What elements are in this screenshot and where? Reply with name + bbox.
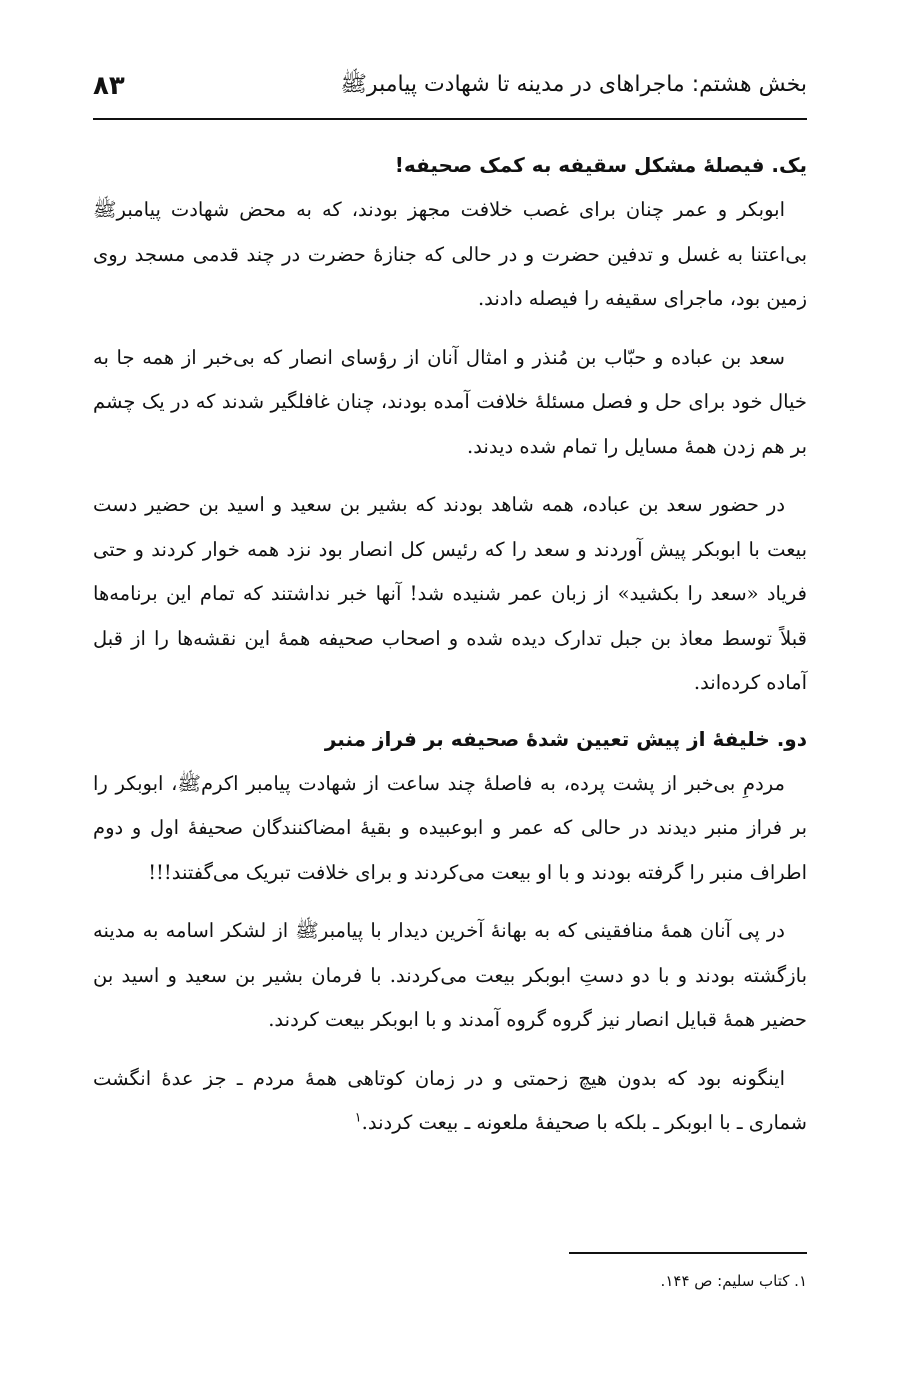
section-heading-2: دو. خلیفهٔ از پیش تعیین شدهٔ صحیفه بر فراز منبر: [324, 726, 807, 751]
running-title: بخش هشتم: ماجراهای در مدینه تا شهادت پیامبرﷺ: [340, 72, 807, 97]
header-rule: [93, 118, 807, 120]
footnote-rule: [569, 1252, 807, 1254]
section-heading-1: یک. فیصلهٔ مشکل سقیفه به کمک صحیفه!: [394, 153, 807, 177]
page-content: [93, 132, 807, 1160]
paragraph: در حضور سعد بن عباده، همه شاهد بودند که بشیر بن سعید و اسید بن حضیر دست بیعت با ابوبکر پیش آوردند و سعد را که رئیس کل انصار بود نزد همه خوار کردند و حتی فریاد «سعد را بکشید» از زبان عمر شنیده شد! آنها خبر نداشتند که تمام این برنامه‌ها قبلاً توسط معاذ بن جبل تدارک دیده شده و اصحاب صحیفه همهٔ این نقشه‌ها را از قبل آماده کرده‌اند.: [93, 493, 807, 694]
paragraph: مردمِ بی‌خبر از پشت پرده، به فاصلهٔ چند ساعت از شهادت پیامبر اکرمﷺ، ابوبکر را بر فراز منبر دیدند در حالی که عمر و ابوعبیده و بقیهٔ امضاکنندگان صحیفهٔ اول و دوم اطراف منبر را گرفته بودند و با او بیعت می‌کردند و برای خلافت تبریک می‌گفتند!!!: [93, 771, 807, 884]
paragraph-with-footnote: [93, 1057, 807, 1146]
page-number: ۸۳: [93, 71, 125, 101]
footnote-marker[interactable]: ۱: [354, 1110, 362, 1126]
paragraph-text: اینگونه بود که بدون هیچ زحمتی و در زمان کوتاهی همهٔ مردم ـ جز عدهٔ انگشت شماری ـ با ابوبکر ـ بلکه با صحیفهٔ ملعونه ـ بیعت کردند.: [93, 1066, 807, 1134]
paragraph: در پی آنان همهٔ منافقینی که به بهانهٔ آخرین دیدار با پیامبرﷺ از لشکر اسامه به مدینه بازگشته بودند و با دو دستِ ابوبکر بیعت می‌کردند. با فرمان بشیر بن سعید و اسید بن حضیر همهٔ قبایل انصار نیز گروه گروه آمدند و با ابوبکر بیعت کردند.: [93, 919, 807, 1031]
page-header: [93, 58, 807, 114]
footnote: ۱. کتاب سلیم: ص ۱۴۴.: [660, 1272, 807, 1290]
paragraph: سعد بن عباده و حبّاب بن مُنذر و امثال آنان از رؤسای انصار که بی‌خبر از همه جا به خیال خود برای حل و فصل مسئلهٔ خلافت آمده بودند، چنان غافلگیر شدند که در یک چشم بر هم زدن همهٔ مسایل را تمام شده دیدند.: [93, 345, 807, 458]
paragraph: ابوبکر و عمر چنان برای غصب خلافت مجهز بودند، که به محض شهادت پیامبرﷺ بی‌اعتنا به غسل و تدفین حضرت و در حالی که جنازهٔ حضرت در چند قدمی مسجد روی زمین بود، ماجرای سقیفه را فیصله دادند.: [93, 198, 807, 310]
